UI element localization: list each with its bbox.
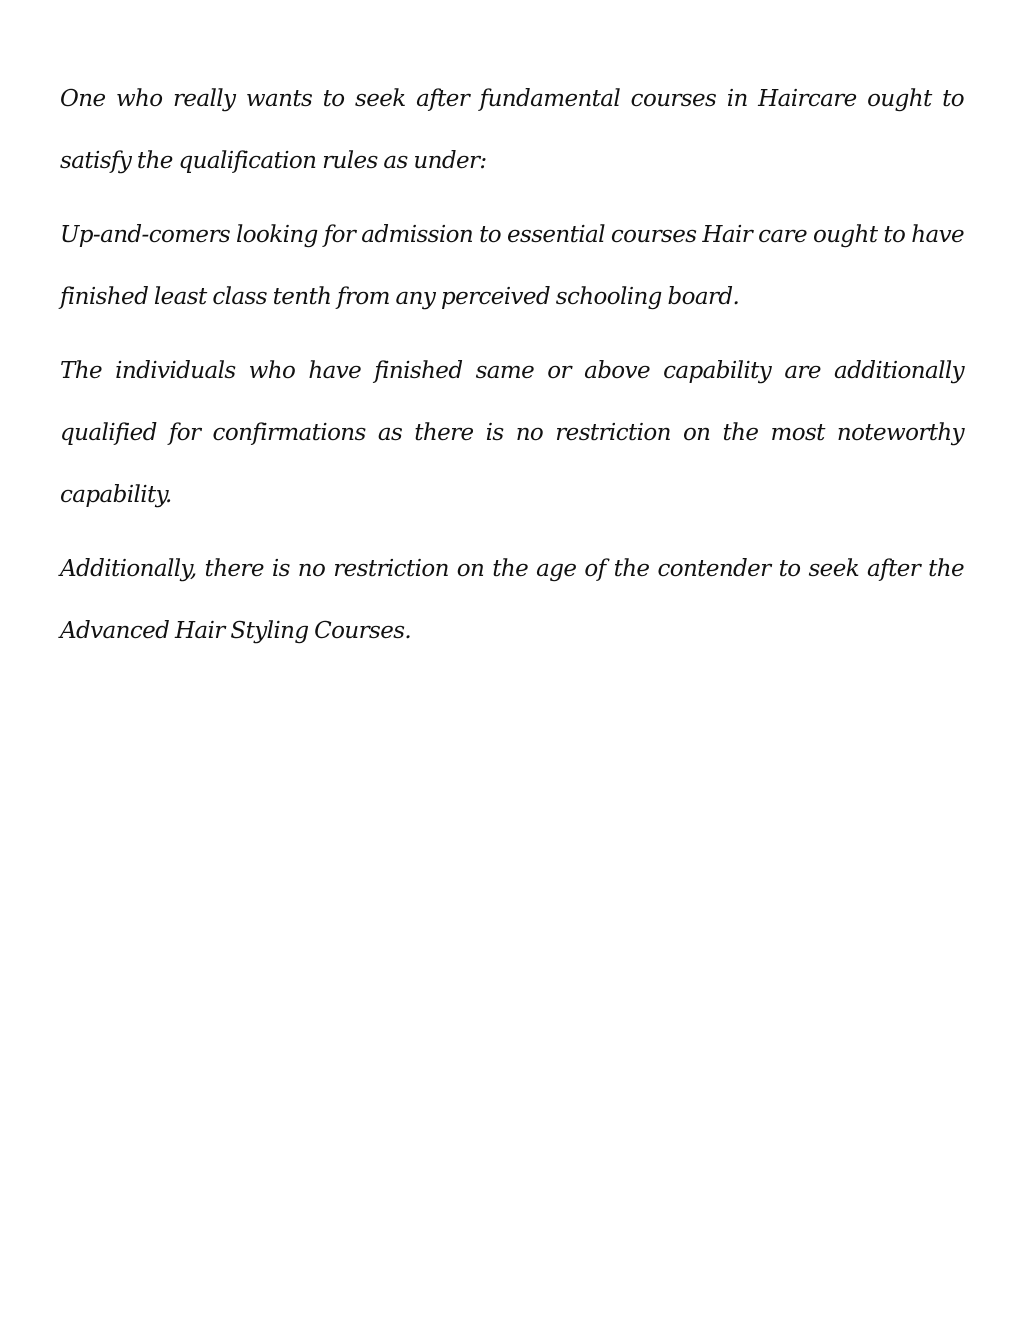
- paragraph-minimum-education: Up-and-comers looking for admission to essential courses Hair care ought to have finished least class tenth from any perceived schooling board.: [60, 222, 964, 310]
- paragraph-higher-qualification: The individuals who have finished same or above capability are additionally qualified for confirmations as there is no restriction on the most noteworthy capability.: [60, 358, 964, 508]
- document-body: [60, 68, 964, 674]
- paragraph-age-restriction: Additionally, there is no restriction on the age of the contender to seek after the Advanced Hair Styling Courses.: [60, 556, 964, 644]
- paragraph-qualification-intro: One who really wants to seek after fundamental courses in Haircare ought to satisfy the qualification rules as under:: [60, 86, 964, 174]
